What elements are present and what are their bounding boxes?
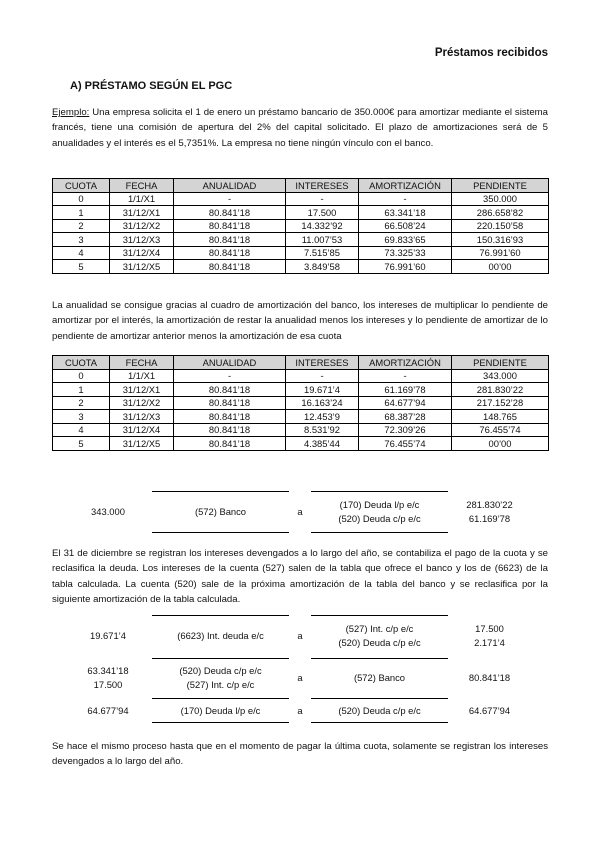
- credit-amount: 64.677’94: [468, 705, 511, 716]
- col-header-cuota: CUOTA: [53, 356, 110, 370]
- debit-account: (520) Deuda c/p e/c: [179, 665, 262, 676]
- entry-rule: [152, 658, 289, 659]
- table-row: [53, 369, 549, 383]
- cell: 4: [53, 423, 110, 437]
- entry-rule: [152, 491, 289, 492]
- cell: -: [174, 369, 286, 383]
- cell: 3: [53, 233, 110, 247]
- cell: 63.341’18: [359, 206, 452, 220]
- cell: -: [174, 192, 286, 206]
- cell: 73.325’33: [359, 246, 452, 260]
- cell: -: [359, 192, 452, 206]
- cell: 350.000: [452, 192, 549, 206]
- cell: 80.841’18: [174, 410, 286, 424]
- cell: 17.500: [286, 206, 359, 220]
- debit-account: (527) Int. c/p e/c: [186, 679, 255, 690]
- cell: 66.508’24: [359, 219, 452, 233]
- entry-rule: [311, 722, 448, 723]
- cell: 80.841’18: [174, 423, 286, 437]
- col-header-amortizacion: AMORTIZACIÓN: [359, 179, 452, 193]
- cell: 80.841’18: [174, 206, 286, 220]
- cell: 31/12/X3: [110, 233, 174, 247]
- cell: 80.841’18: [174, 383, 286, 397]
- cell: 4.385’44: [286, 437, 359, 451]
- cell: 31/12/X5: [110, 260, 174, 274]
- cell: 148.765: [452, 410, 549, 424]
- table-row: [53, 383, 549, 397]
- cell: 1/1/X1: [110, 369, 174, 383]
- table-row: [53, 192, 549, 206]
- calculated-amortization-table: [52, 355, 549, 451]
- debit-account: (572) Banco: [194, 506, 247, 517]
- credit-account: (520) Deuda c/p e/c: [338, 705, 421, 716]
- credit-account: (572) Banco: [353, 672, 406, 683]
- col-header-pendiente: PENDIENTE: [452, 356, 549, 370]
- debit-amount: 19.671’4: [90, 630, 126, 641]
- col-header-anualidad: ANUALIDAD: [174, 179, 286, 193]
- entry-rule: [311, 615, 448, 616]
- col-header-pendiente: PENDIENTE: [452, 179, 549, 193]
- debit-amount: 64.677’94: [87, 705, 129, 716]
- cell: 80.841’18: [174, 396, 286, 410]
- col-header-anualidad: ANUALIDAD: [174, 356, 286, 370]
- cell: 72.309’26: [359, 423, 452, 437]
- table-row: [53, 233, 549, 247]
- example-label: Ejemplo:: [52, 107, 90, 118]
- cell: 19.671’4: [286, 383, 359, 397]
- cell: 76.991’60: [452, 246, 549, 260]
- annuity-explanation-paragraph: La anualidad se consigue gracias al cuadro de amortización del banco, los intereses de multiplicar lo pendiente de amortizar por el interés, la amortización de restar la anualidad menos los intereses y lo pendiente de amortizar de lo pendiente de amortizar anterior menos la amortización de esa cuota: [52, 300, 548, 342]
- cell: 68.387’28: [359, 410, 452, 424]
- table-row: [53, 396, 549, 410]
- bank-amortization-table: [52, 178, 549, 274]
- entry-separator: a: [297, 630, 303, 641]
- cell: 00’00: [452, 260, 549, 274]
- cell: 343.000: [452, 369, 549, 383]
- entry-separator: a: [297, 506, 303, 517]
- cell: 31/12/X5: [110, 437, 174, 451]
- debit-amount: 63.341’18: [87, 665, 129, 676]
- cell: 80.841’18: [174, 246, 286, 260]
- cell: 80.841’18: [174, 233, 286, 247]
- credit-account: (170) Deuda l/p e/c: [339, 499, 420, 510]
- cell: 61.169’78: [359, 383, 452, 397]
- cell: 220.150’58: [452, 219, 549, 233]
- table-row: [53, 219, 549, 233]
- page-header-title: Préstamos recibidos: [434, 47, 548, 59]
- cell: 64.677’94: [359, 396, 452, 410]
- col-header-cuota: CUOTA: [53, 179, 110, 193]
- entry-rule: [152, 615, 289, 616]
- entry-rule: [311, 491, 448, 492]
- entry-rule: [152, 698, 289, 699]
- cell: -: [359, 369, 452, 383]
- cell: 8.531’92: [286, 423, 359, 437]
- col-header-amortizacion: AMORTIZACIÓN: [359, 356, 452, 370]
- cell: 31/12/X1: [110, 383, 174, 397]
- debit-account: (6623) Int. deuda e/c: [177, 630, 264, 641]
- table-row: [53, 410, 549, 424]
- cell: 7.515’85: [286, 246, 359, 260]
- cell: 31/12/X3: [110, 410, 174, 424]
- credit-amount: 61.169’78: [468, 513, 511, 524]
- entry-separator: a: [297, 672, 303, 683]
- cell: 11.007’53: [286, 233, 359, 247]
- table-row: [53, 246, 549, 260]
- intro-paragraph: [52, 105, 548, 151]
- table-row: [53, 206, 549, 220]
- cell: 76.455’74: [452, 423, 549, 437]
- cell: 3: [53, 410, 110, 424]
- cell: 80.841’18: [174, 260, 286, 274]
- table-row: [53, 437, 549, 451]
- credit-amount: 281.830’22: [466, 499, 513, 510]
- closing-paragraph: Se hace el mismo proceso hasta que en el momento de pagar la última cuota, solamente se registran los intereses devengados a lo largo del año.: [52, 741, 548, 768]
- cell: 150.316’93: [452, 233, 549, 247]
- entry-rule: [311, 658, 448, 659]
- col-header-fecha: FECHA: [110, 356, 174, 370]
- cell: 31/12/X1: [110, 206, 174, 220]
- cell: 2: [53, 396, 110, 410]
- cell: 16.163’24: [286, 396, 359, 410]
- table-header-row: [53, 356, 549, 370]
- cell: 12.453’9: [286, 410, 359, 424]
- debit-amount: 343.000: [91, 506, 125, 517]
- credit-account: (520) Deuda c/p e/c: [338, 513, 421, 524]
- section-title: A) PRÉSTAMO SEGÚN EL PGC: [70, 80, 233, 92]
- cell: 3.849’58: [286, 260, 359, 274]
- cell: 5: [53, 260, 110, 274]
- cell: 80.841’18: [174, 437, 286, 451]
- cell: 69.833’65: [359, 233, 452, 247]
- credit-amount: 2.171’4: [474, 637, 505, 648]
- credit-amount: 80.841’18: [468, 672, 511, 683]
- cell: 76.991’60: [359, 260, 452, 274]
- credit-account: (527) Int. c/p e/c: [345, 623, 414, 634]
- cell: 00’00: [452, 437, 549, 451]
- entry-rule: [152, 722, 289, 723]
- col-header-intereses: INTERESES: [286, 356, 359, 370]
- entry-rule: [311, 698, 448, 699]
- cell: 14.332’92: [286, 219, 359, 233]
- intro-text: Una empresa solicita el 1 de enero un préstamo bancario de 350.000€ para amortizar mediante el sistema francés, tiene una comisión de apertura del 2% del capital solicitado. El plazo de amortizaciones será de 5 anualidades y el interés es el 5,7351%. La empresa no tiene ningún vínculo con el banco.: [52, 107, 548, 149]
- cell: 4: [53, 246, 110, 260]
- cell: 217.152’28: [452, 396, 549, 410]
- table-row: [53, 260, 549, 274]
- cell: 2: [53, 219, 110, 233]
- table-row: [53, 423, 549, 437]
- cell: 31/12/X4: [110, 423, 174, 437]
- cell: 76.455’74: [359, 437, 452, 451]
- cell: 31/12/X2: [110, 396, 174, 410]
- debit-account: (170) Deuda l/p e/c: [180, 705, 261, 716]
- cell: 31/12/X2: [110, 219, 174, 233]
- credit-amount: 17.500: [475, 623, 504, 634]
- credit-account: (520) Deuda c/p e/c: [338, 637, 421, 648]
- entry-rule: [311, 532, 448, 533]
- cell: 0: [53, 192, 110, 206]
- cell: 31/12/X4: [110, 246, 174, 260]
- cell: 0: [53, 369, 110, 383]
- entry-rule: [152, 532, 289, 533]
- cell: 5: [53, 437, 110, 451]
- cell: -: [286, 192, 359, 206]
- cell: 281.830’22: [452, 383, 549, 397]
- cell: 1/1/X1: [110, 192, 174, 206]
- cell: 1: [53, 206, 110, 220]
- cell: 286.658’82: [452, 206, 549, 220]
- cell: -: [286, 369, 359, 383]
- year-end-paragraph: El 31 de diciembre se registran los intereses devengados a lo largo del año, se contabiliza el pago de la cuota y se reclasifica la deuda. Los intereses de la cuenta (527) salen de la tabla que ofrece el banco y los de (6623) de la tabla calculada. La cuenta (520) sale de la próxima amortización de la tabla del banco y se reclasifica por la siguiente amortización de la tabla calculada.: [52, 548, 548, 605]
- debit-amount: 17.500: [93, 679, 123, 690]
- col-header-fecha: FECHA: [110, 179, 174, 193]
- col-header-intereses: INTERESES: [286, 179, 359, 193]
- cell: 1: [53, 383, 110, 397]
- table-header-row: [53, 179, 549, 193]
- cell: 80.841’18: [174, 219, 286, 233]
- entry-separator: a: [297, 705, 303, 716]
